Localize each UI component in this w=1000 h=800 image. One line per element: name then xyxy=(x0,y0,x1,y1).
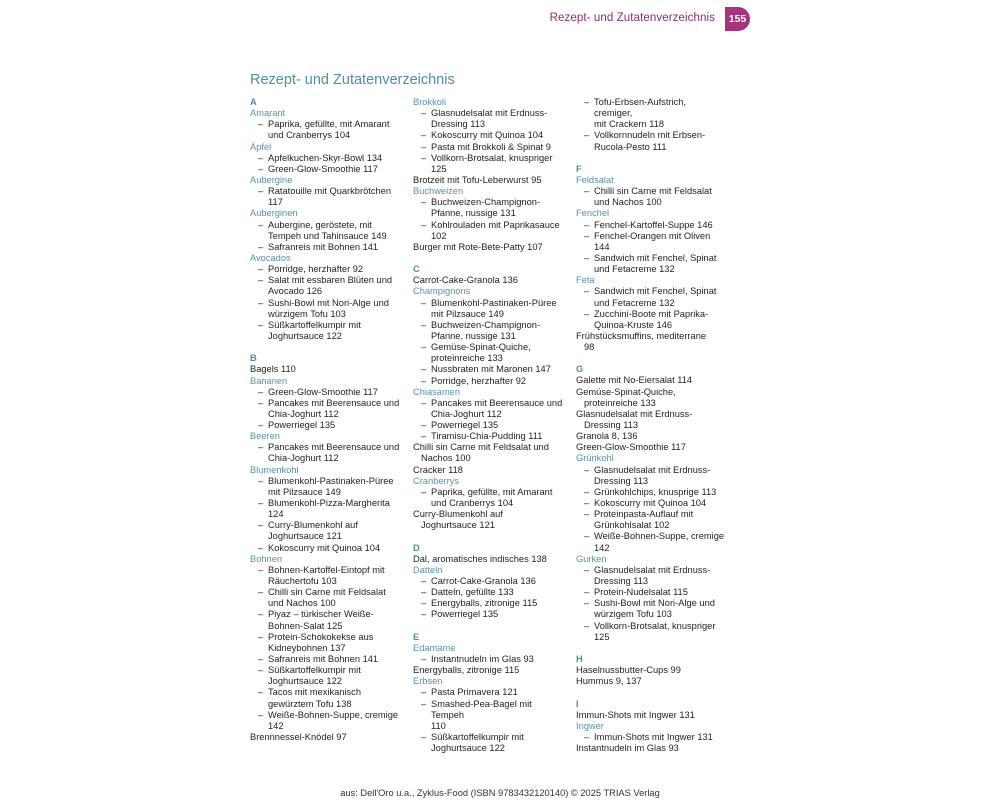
index-entry-line: Proteinpasta-Auflauf mit xyxy=(594,509,694,520)
index-ingredient-heading: Avocados xyxy=(250,252,291,263)
index-entry-line: Joghurtsauce 122 xyxy=(431,743,505,754)
index-ingredient-heading: Champignons xyxy=(413,286,471,297)
index-entry-line: Instantnudeln im Glas 93 xyxy=(576,743,679,754)
index-sub-entry: – Green-Glow-Smoothie 117 xyxy=(258,386,378,397)
index-entry-line: Curry-Blumenkohl auf xyxy=(413,509,503,520)
index-entry xyxy=(576,743,726,754)
index-entry-line: Porridge, herzhafter 92 xyxy=(431,375,527,386)
index-entry-line: Dressing 113 xyxy=(594,475,649,486)
index-entry-line: Blumenkohl-Pastinaken-Püree xyxy=(268,475,394,486)
index-sub-entry: – Curry-Blumenkohl auf Joghurtsauce 121 xyxy=(258,520,358,542)
index-sub-entry: – Tacos mit mexikanisch gewürztem Tofu 138 xyxy=(258,687,361,709)
index-sub-entry: – Vollkorn-Brotsalat, knuspriger 125 xyxy=(584,620,716,642)
index-entry-line: Chia-Joghurt 112 xyxy=(268,453,339,464)
index-entry-line: Blumenkohl-Pastinaken-Püree xyxy=(431,297,557,308)
index-entry-line: Zucchini-Boote mit Paprika- xyxy=(594,308,709,319)
index-sub-entry: – Kokoscurry mit Quinoa 104 xyxy=(584,498,707,509)
index-entry-line: Bohnen-Kartoffel-Eintopf mit xyxy=(268,564,385,575)
index-entry-line: Joghurtsauce 121 xyxy=(421,520,495,531)
index-entry-line: 142 xyxy=(268,720,284,731)
index-sub-entry: – Vollkornnudeln mit Erbsen- Rucola-Pesto 111 xyxy=(584,130,706,152)
index-sub-entry: – Sushi-Bowl mit Nori-Alge und würzigem Tofu 103 xyxy=(258,297,389,319)
index-column-3 xyxy=(576,97,726,754)
index-sub-entry: – Instantnudeln im Glas 93 xyxy=(421,653,534,664)
index-sub-entry: – Buchweizen-Champignon- Pfanne, nussige 131 xyxy=(421,319,541,341)
index-entry-line: Galette mit No-Eiersalat 114 xyxy=(576,375,693,386)
index-letter-heading: B xyxy=(250,353,257,364)
index-ingredient-heading: Datteln xyxy=(413,564,443,575)
index-entry-line: Joghurtsauce 122 xyxy=(268,330,342,341)
index-sub-entry: – Smashed-Pea-Bagel mit Tempeh 110 xyxy=(421,698,532,731)
index-entry-line: und Fetacreme 132 xyxy=(594,264,675,275)
index-entry-line: Brennnessel-Knödel 97 xyxy=(250,732,347,742)
index-sub-entry: – Weiße-Bohnen-Suppe, cremige 142 xyxy=(584,531,725,553)
index-entry-line: Chilli sin Carne mit Feldsalat xyxy=(268,587,386,598)
index-sub-entry: – Aubergine, geröstete, mit Tempeh und Tahinsauce 149 xyxy=(258,219,387,241)
index-entry-line: Powerriegel 135 xyxy=(431,609,499,620)
index-entry-line: Süßkartoffelkumpir mit xyxy=(431,731,524,742)
index-entry-line: Brotzeit mit Tofu-Leberwurst 95 xyxy=(413,174,542,185)
index-entry-line: Glasnudelsalat mit Erdnuss- xyxy=(576,408,693,419)
index-sub-entry: – Kokoscurry mit Quinoa 104 xyxy=(421,130,544,141)
index-entry-line: würzigem Tofu 103 xyxy=(594,609,672,620)
index-entry-line: Vollkornnudeln mit Erbsen- xyxy=(594,130,706,141)
index-sub-entry: – Blumenkohl-Pastinaken-Püree mit Pilzsauce 149 xyxy=(258,475,394,497)
index-entry-line: 124 xyxy=(268,509,284,520)
index-entry-line: Bohnen-Salat 125 xyxy=(268,620,343,631)
index-entry-line: Weiße-Bohnen-Suppe, cremige xyxy=(268,709,399,720)
index-entry-line: 125 xyxy=(431,163,447,174)
index-letter-heading: A xyxy=(250,97,257,107)
index-sub-entry: – Blumenkohl-Pizza-Margherita 124 xyxy=(258,498,390,520)
index-entry-line: Green-Glow-Smoothie 117 xyxy=(576,442,686,453)
index-ingredient-heading: Ingwer xyxy=(576,720,604,731)
index-entry-line: Curry-Blumenkohl auf xyxy=(268,520,358,531)
index-sub-entry: – Pasta Primavera 121 xyxy=(421,687,518,698)
index-entry-line: Dressing 113 xyxy=(431,119,486,130)
index-entry-line: Immun-Shots mit Ingwer 131 xyxy=(594,731,713,742)
index-entry-line: Grünkohlchips, knusprige 113 xyxy=(594,486,717,497)
index-entry-line: Tacos mit mexikanisch xyxy=(268,687,361,698)
index-sub-entry: – Sushi-Bowl mit Nori-Alge und würzigem Tofu 103 xyxy=(584,598,715,620)
index-entry-line: Pasta Primavera 121 xyxy=(431,687,518,698)
index-entry-line: Pasta mit Brokkoli & Spinat 9 xyxy=(431,141,551,152)
index-entry-line: 110 xyxy=(431,720,446,731)
index-entry xyxy=(413,665,563,676)
index-entry-line: proteinreiche 133 xyxy=(584,397,656,408)
index-sub-entry: – Paprika, gefüllte, mit Amarant und Cranberrys 104 xyxy=(258,119,390,141)
index-entry-line: Smashed-Pea-Bagel mit Tempeh xyxy=(431,698,532,720)
index-entry xyxy=(413,175,563,186)
index-entry-line: Apfelkuchen-Skyr-Bowl 134 xyxy=(268,152,383,163)
index-entry-line: Pfanne, nussige 131 xyxy=(431,208,516,219)
index-entry-line: Powerriegel 135 xyxy=(431,420,499,431)
index-entry-line: Nachos 100 xyxy=(421,453,471,464)
index-ingredient-heading: Auberginen xyxy=(250,208,298,219)
index-ingredient-heading: Amarant xyxy=(250,108,286,119)
index-entry-line: Weiße-Bohnen-Suppe, cremige xyxy=(594,531,725,542)
index-sub-entry: – Apfelkuchen-Skyr-Bowl 134 xyxy=(258,152,383,163)
index-sub-entry: – Chilli sin Carne mit Feldsalat und Nachos 100 xyxy=(258,587,386,609)
index-letter-heading: E xyxy=(413,631,420,642)
index-sub-entry: – Glasnudelsalat mit Erdnuss- Dressing 113 xyxy=(421,108,548,130)
index-entry-line: mit Crackern 118 xyxy=(594,119,665,130)
index-ingredient-heading: Bohnen xyxy=(250,553,283,564)
index-sub-entry: – Weiße-Bohnen-Suppe, cremige 142 xyxy=(258,709,399,731)
index-entry-line: Salat mit essbaren Blüten und xyxy=(268,275,393,286)
index-sub-entry: – Ratatouille mit Quarkbrötchen 117 xyxy=(258,186,391,208)
index-entry xyxy=(576,442,726,453)
index-title: Rezept- und Zutatenverzeichnis xyxy=(250,72,455,88)
index-entry xyxy=(413,465,563,476)
index-entry-line: Bagels 110 xyxy=(250,364,296,375)
index-entry-line: Protein-Schokokekse aus xyxy=(268,631,374,642)
index-entry-line: Quinoa-Kruste 146 xyxy=(594,319,673,330)
index-entry-line: Blumenkohl-Pizza-Margherita xyxy=(268,498,390,509)
index-column-2 xyxy=(413,97,563,754)
index-entry-line: Chia-Joghurt 112 xyxy=(268,408,339,419)
index-entry-line: Carrot-Cake-Granola 136 xyxy=(413,275,518,286)
index-sub-entry: – Bohnen-Kartoffel-Eintopf mit Räuchertofu 103 xyxy=(258,564,385,587)
index-entry-line: und Nachos 100 xyxy=(268,598,336,609)
index-entry-line: Fenchel-Kartoffel-Suppe 146 xyxy=(594,219,713,230)
index-entry-line: Fenchel-Orangen mit Oliven 144 xyxy=(594,230,711,252)
index-entry-line: Dressing 113 xyxy=(594,576,649,587)
index-entry-line: Gemüse-Spinat-Quiche, xyxy=(431,342,531,353)
index-entry-line: Grünkohlsalat 102 xyxy=(594,520,670,531)
index-ingredient-heading: Edamame xyxy=(413,642,456,653)
index-entry-line: Tiramisu-Chia-Pudding 111 xyxy=(431,431,543,442)
index-sub-entry: – Powerriegel 135 xyxy=(258,420,336,431)
index-entry-line: Glasnudelsalat mit Erdnuss- xyxy=(594,564,711,575)
index-entry-line: proteinreiche 133 xyxy=(431,353,503,364)
index-entry-line: 117 xyxy=(268,197,283,208)
index-entry-line: Sushi-Bowl mit Nori-Alge und xyxy=(594,598,715,609)
index-entry xyxy=(576,431,726,442)
index-sub-entry: – Datteln, gefüllte 133 xyxy=(421,587,514,598)
index-entry-line: Pancakes mit Beerensauce und xyxy=(268,442,400,453)
index-entry-line: 102 xyxy=(431,230,447,241)
index-sub-entry: – Fenchel-Kartoffel-Suppe 146 xyxy=(584,219,713,230)
index-ingredient-heading: Beeren xyxy=(250,431,280,442)
index-letter-heading: D xyxy=(413,542,420,553)
index-entry-line: Joghurtsauce 122 xyxy=(268,676,342,687)
index-entry-line: Green-Glow-Smoothie 117 xyxy=(268,386,378,397)
index-sub-entry: – Pancakes mit Beerensauce und Chia-Joghurt 112 xyxy=(258,397,400,419)
index-entry xyxy=(250,364,400,375)
index-entry-line: Chilli sin Carne mit Feldsalat und xyxy=(413,442,549,453)
index-sub-entry: – Porridge, herzhafter 92 xyxy=(421,375,527,386)
index-ingredient-heading: Chiasamen xyxy=(413,386,461,397)
index-letter-heading: I xyxy=(576,698,579,709)
index-sub-entry: – Süßkartoffelkumpir mit Joghurtsauce 122 xyxy=(258,319,361,341)
index-ingredient-heading: Aubergine xyxy=(250,174,293,185)
index-entry-line: Dal, aromatisches indisches 138 xyxy=(413,553,547,564)
index-sub-entry: – Glasnudelsalat mit Erdnuss- Dressing 113 xyxy=(584,464,711,486)
index-entry-line: Dressing 113 xyxy=(584,420,639,431)
index-entry-line: Süßkartoffelkumpir mit xyxy=(268,319,361,330)
index-sub-entry: – Sandwich mit Fenchel, Spinat und Fetacreme 132 xyxy=(584,252,717,275)
index-entry-line: Energyballs, zitronige 115 xyxy=(431,598,538,609)
index-sub-entry: – Süßkartoffelkumpir mit Joghurtsauce 122 xyxy=(258,665,361,687)
index-entry-line: Tempeh und Tahinsauce 149 xyxy=(268,230,387,241)
index-entry-line: Avocado 126 xyxy=(268,286,323,297)
index-entry xyxy=(413,509,563,531)
index-entry-line: Kidneybohnen 137 xyxy=(268,642,346,653)
index-entry-line: Ratatouille mit Quarkbrötchen xyxy=(268,186,391,197)
index-letter-heading: C xyxy=(413,264,420,275)
index-ingredient-heading: Fenchel xyxy=(576,208,610,219)
index-sub-entry: – Tiramisu-Chia-Pudding 111 xyxy=(421,431,543,442)
index-sub-entry: – Blumenkohl-Pastinaken-Püree mit Pilzsauce 149 xyxy=(421,297,557,319)
index-ingredient-heading: Feta xyxy=(576,275,595,286)
index-sub-entry: – Powerriegel 135 xyxy=(421,609,499,620)
index-sub-entry: – Paprika, gefüllte, mit Amarant und Cranberrys 104 xyxy=(421,486,553,509)
index-entry-line: würzigem Tofu 103 xyxy=(268,308,346,319)
index-sub-entry: – Immun-Shots mit Ingwer 131 xyxy=(584,731,713,742)
index-entry-line: Paprika, gefüllte, mit Amarant xyxy=(268,119,390,130)
index-column-1 xyxy=(250,97,400,743)
index-entry-line: Kokoscurry mit Quinoa 104 xyxy=(431,130,544,141)
index-sub-entry: – Zucchini-Boote mit Paprika- Quinoa-Kruste 146 xyxy=(584,308,709,330)
index-entry-line: und Fetacreme 132 xyxy=(594,297,675,308)
index-ingredient-heading: Cranberrys xyxy=(413,475,459,486)
index-sub-entry: – Salat mit essbaren Blüten und Avocado 126 xyxy=(258,275,393,297)
index-entry xyxy=(413,275,563,286)
index-entry xyxy=(576,331,726,353)
index-sub-entry: – Porridge, herzhafter 92 xyxy=(258,264,364,275)
index-entry-line: Protein-Nudelsalat 115 xyxy=(594,587,688,598)
index-letter-heading: F xyxy=(576,163,582,174)
index-sub-entry: – Sandwich mit Fenchel, Spinat und Fetacreme 132 xyxy=(584,286,717,308)
index-entry-line: Buchweizen-Champignon- xyxy=(431,197,541,208)
index-sub-entry: – Pasta mit Brokkoli & Spinat 9 xyxy=(421,141,551,152)
index-entry-line: mit Pilzsauce 149 xyxy=(431,308,504,319)
index-sub-entry: – Gemüse-Spinat-Quiche, proteinreiche 133 xyxy=(421,342,531,364)
index-entry xyxy=(413,554,563,565)
index-sub-entry: – Glasnudelsalat mit Erdnuss- Dressing 113 xyxy=(584,564,711,587)
index-ingredient-heading: Erbsen xyxy=(413,676,443,687)
index-sub-entry: – Powerriegel 135 xyxy=(421,420,499,431)
index-entry-line: Aubergine, geröstete, mit xyxy=(268,219,372,230)
page-number-badge: 155 xyxy=(725,7,750,31)
index-sub-entry: – Piyaz – türkischer Weiße- Bohnen-Salat 125 xyxy=(258,609,374,631)
index-sub-entry: – Energyballs, zitronige 115 xyxy=(421,598,538,609)
index-entry-line: Glasnudelsalat mit Erdnuss- xyxy=(594,464,711,475)
index-sub-entry: – Safranreis mit Bohnen 141 xyxy=(258,241,379,252)
running-header-title: Rezept- und Zutatenverzeichnis xyxy=(549,12,715,24)
index-entry-line: Kokoscurry mit Quinoa 104 xyxy=(268,542,381,553)
index-entry xyxy=(413,242,563,253)
index-entry-line: Sushi-Bowl mit Nori-Alge und xyxy=(268,297,389,308)
index-sub-entry: – Pancakes mit Beerensauce und Chia-Joghurt 112 xyxy=(421,397,563,419)
index-sub-entry: – Vollkorn-Brotsalat, knuspriger 125 xyxy=(421,152,553,174)
index-sub-entry: – Carrot-Cake-Granola 136 xyxy=(421,576,536,587)
index-entry-line: Instantnudeln im Glas 93 xyxy=(431,653,534,664)
index-sub-entry: – Kokoscurry mit Quinoa 104 xyxy=(258,542,381,553)
index-entry-line: Frühstücksmuffins, mediterrane xyxy=(576,330,707,341)
index-sub-entry: – Grünkohlchips, knusprige 113 xyxy=(584,486,717,497)
index-entry-line: Datteln, gefüllte 133 xyxy=(431,587,514,598)
index-sub-entry: – Proteinpasta-Auflauf mit Grünkohlsalat 102 xyxy=(584,509,694,531)
index-sub-entry: – Kohlrouladen mit Paprikasauce 102 xyxy=(421,219,560,241)
index-entry-line: Süßkartoffelkumpir mit xyxy=(268,665,361,676)
index-entry-line: Chilli sin Carne mit Feldsalat xyxy=(594,186,712,197)
index-entry xyxy=(250,732,400,743)
index-letter-heading: G xyxy=(576,364,584,375)
index-ingredient-heading: Grünkohl xyxy=(576,453,614,464)
index-sub-entry: – Tofu-Erbsen-Aufstrich, cremiger, mit Crackern 118 xyxy=(584,97,686,130)
index-ingredient-heading: Feldsalat xyxy=(576,174,614,185)
index-sub-entry: – Protein-Nudelsalat 115 xyxy=(584,587,688,598)
index-entry-line: 125 xyxy=(594,631,610,642)
index-entry-line: Piyaz – türkischer Weiße- xyxy=(268,609,374,620)
index-entry-line: mit Pilzsauce 149 xyxy=(268,486,341,497)
index-entry-line: Kokoscurry mit Quinoa 104 xyxy=(594,498,707,509)
index-sub-entry: – Green-Glow-Smoothie 117 xyxy=(258,163,378,174)
index-entry-line: Pfanne, nussige 131 xyxy=(431,330,516,341)
index-ingredient-heading: Brokkoli xyxy=(413,97,447,107)
index-entry-line: Nussbraten mit Maronen 147 xyxy=(431,364,551,375)
index-entry-line: Paprika, gefüllte, mit Amarant xyxy=(431,486,553,497)
index-entry-line: Hummus 9, 137 xyxy=(576,676,642,687)
index-entry-line: und Cranberrys 104 xyxy=(268,130,351,141)
index-entry-line: Safranreis mit Bohnen 141 xyxy=(268,241,379,252)
index-entry-line: Vollkorn-Brotsalat, knuspriger xyxy=(594,620,716,631)
index-entry-line: und Cranberrys 104 xyxy=(431,498,514,509)
index-entry-line: Burger mit Rote-Bete-Patty 107 xyxy=(413,241,543,252)
index-entry xyxy=(576,409,726,431)
index-ingredient-heading: Buchweizen xyxy=(413,186,464,197)
index-sub-entry: – Buchweizen-Champignon- Pfanne, nussige 131 xyxy=(421,197,541,219)
index-entry xyxy=(576,665,726,676)
index-ingredient-heading: Äpfel xyxy=(250,141,272,152)
index-sub-entry: – Nussbraten mit Maronen 147 xyxy=(421,364,551,375)
index-sub-entry: – Chilli sin Carne mit Feldsalat und Nachos 100 xyxy=(584,186,712,208)
index-entry-line: Porridge, herzhafter 92 xyxy=(268,264,364,275)
index-entry-line: Green-Glow-Smoothie 117 xyxy=(268,163,378,174)
index-sub-entry: – Safranreis mit Bohnen 141 xyxy=(258,654,379,665)
index-entry-line: Glasnudelsalat mit Erdnuss- xyxy=(431,108,548,119)
index-entry-line: Kohlrouladen mit Paprikasauce xyxy=(431,219,560,230)
index-entry-line: Pancakes mit Beerensauce und xyxy=(268,397,400,408)
index-entry-line: Carrot-Cake-Granola 136 xyxy=(431,576,536,587)
index-entry-line: Gemüse-Spinat-Quiche, xyxy=(576,386,676,397)
index-entry-line: und Nachos 100 xyxy=(594,197,662,208)
index-ingredient-heading: Gurken xyxy=(576,553,607,564)
index-ingredient-heading: Blumenkohl xyxy=(250,464,299,475)
index-entry-line: Cracker 118 xyxy=(413,464,463,475)
index-sub-entry: – Pancakes mit Beerensauce und Chia-Joghurt 112 xyxy=(258,442,400,464)
page-footer-citation: aus: Dell'Oro u.a., Zyklus-Food (ISBN 9783432120140) © 2025 TRIAS Verlag xyxy=(340,788,660,798)
index-entry-line: 142 xyxy=(594,542,610,553)
index-entry-line: 98 xyxy=(584,342,595,353)
index-entry-line: Pancakes mit Beerensauce und xyxy=(431,397,563,408)
index-entry xyxy=(413,442,563,464)
index-entry-line: Chia-Joghurt 112 xyxy=(431,408,502,419)
index-entry-line: Tofu-Erbsen-Aufstrich, cremiger, xyxy=(594,97,686,119)
index-entry-line: Powerriegel 135 xyxy=(268,420,336,431)
index-entry-line: Vollkorn-Brotsalat, knuspriger xyxy=(431,152,553,163)
index-entry-line: Räuchertofu 103 xyxy=(268,576,337,587)
index-entry-line: Rucola-Pesto 111 xyxy=(594,141,667,152)
index-entry-line: Immun-Shots mit Ingwer 131 xyxy=(576,709,695,720)
index-entry-line: Safranreis mit Bohnen 141 xyxy=(268,654,379,665)
index-entry-line: gewürztem Tofu 138 xyxy=(268,698,352,709)
index-sub-entry: – Fenchel-Orangen mit Oliven 144 xyxy=(584,230,711,252)
index-entry xyxy=(576,387,726,409)
index-entry-line: Energyballs, zitronige 115 xyxy=(413,665,520,676)
index-letter-heading: H xyxy=(576,653,583,664)
index-sub-entry: – Protein-Schokokekse aus Kidneybohnen 137 xyxy=(258,631,374,653)
index-entry xyxy=(576,710,726,721)
index-sub-entry: – Süßkartoffelkumpir mit Joghurtsauce 122 xyxy=(421,731,524,754)
index-entry xyxy=(576,375,726,386)
index-entry-line: Granola 8, 136 xyxy=(576,431,638,442)
index-entry-line: Joghurtsauce 121 xyxy=(268,531,342,542)
index-entry-line: Sandwich mit Fenchel, Spinat xyxy=(594,286,717,297)
index-entry-line: Buchweizen-Champignon- xyxy=(431,319,541,330)
index-entry xyxy=(576,676,726,687)
index-ingredient-heading: Bananen xyxy=(250,375,288,386)
index-entry-line: Haselnussbutter-Cups 99 xyxy=(576,665,681,676)
index-entry-line: Sandwich mit Fenchel, Spinat xyxy=(594,252,717,263)
